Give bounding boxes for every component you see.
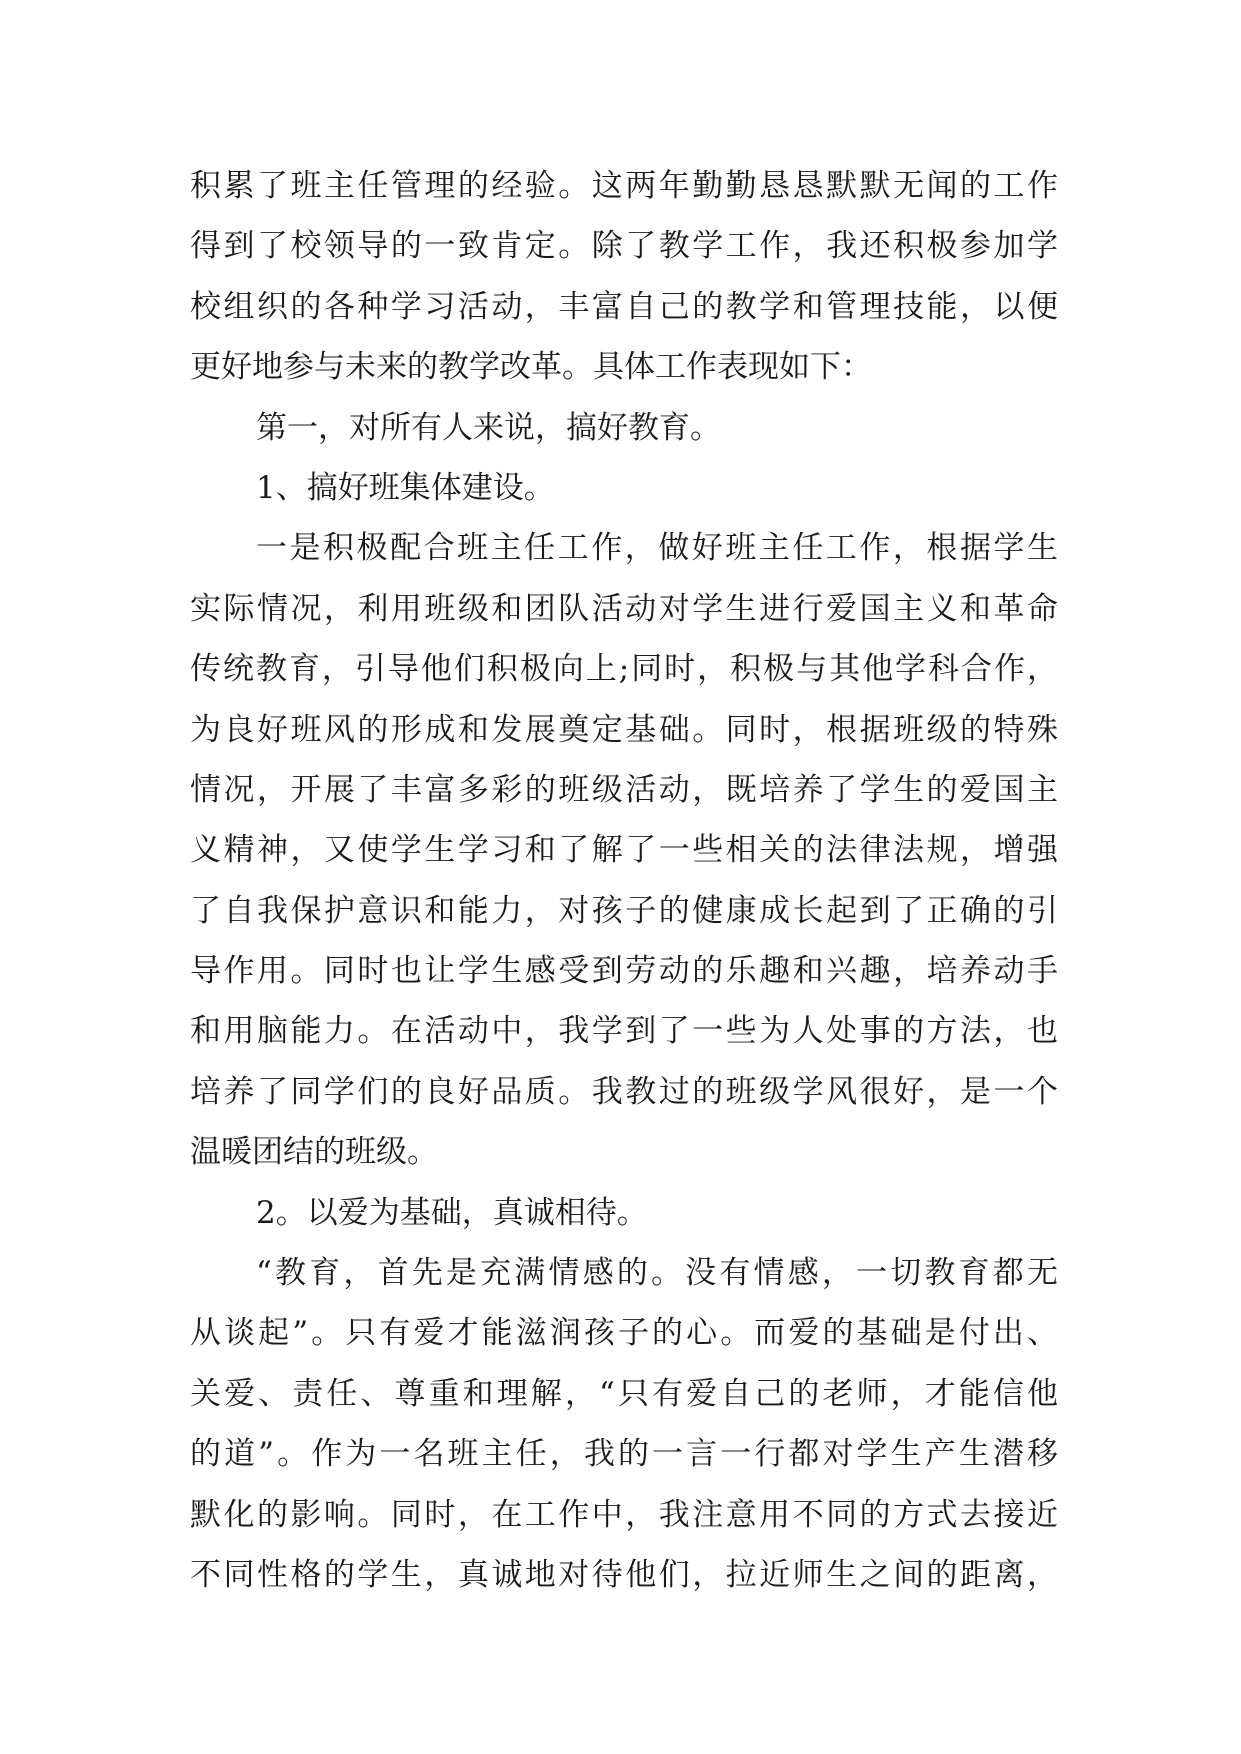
text-line: 培养了同学们的良好品质。我教过的班级学风很好，是一个: [190, 1073, 1058, 1110]
text-line: “教育，首先是充满情感的。没有情感，一切教育都无: [256, 1255, 1058, 1292]
text-line: 义精神，又使学生学习和了解了一些相关的法律法规，增强: [190, 832, 1058, 869]
text-line: 一是积极配合班主任工作，做好班主任工作，根据学生: [256, 530, 1058, 567]
text-line: 不同性格的学生，真诚地对待他们，拉近师生之间的距离，: [190, 1556, 1058, 1593]
text-line: 温暖团结的班级。: [190, 1134, 438, 1171]
text-line: 1、搞好班集体建设。: [256, 469, 555, 506]
text-line: 校组织的各种学习活动，丰富自己的教学和管理技能，以便: [190, 288, 1058, 325]
text-line: 的道”。作为一名班主任，我的一言一行都对学生产生潜移: [190, 1436, 1058, 1473]
text-line: 从谈起”。只有爱才能滋润孩子的心。而爱的基础是付出、: [190, 1315, 1058, 1352]
text-line: 实际情况，利用班级和团队活动对学生进行爱国主义和革命: [190, 590, 1058, 627]
text-line: 了自我保护意识和能力，对孩子的健康成长起到了正确的引: [190, 892, 1058, 929]
text-line: 关爱、责任、尊重和理解，“只有爱自己的老师，才能信他: [190, 1375, 1058, 1412]
text-line: 2。以爱为基础，真诚相待。: [256, 1194, 648, 1231]
text-line: 为良好班风的形成和发展奠定基础。同时，根据班级的特殊: [190, 711, 1058, 748]
text-line: 情况，开展了丰富多彩的班级活动，既培养了学生的爱国主: [190, 771, 1058, 808]
text-line: 默化的影响。同时，在工作中，我注意用不同的方式去接近: [190, 1496, 1058, 1533]
body-text: [190, 156, 1058, 1605]
text-line: 传统教育，引导他们积极向上;同时，积极与其他学科合作，: [190, 651, 1058, 688]
text-line: 更好地参与未来的教学改革。具体工作表现如下：: [190, 349, 872, 386]
text-line: 导作用。同时也让学生感受到劳动的乐趣和兴趣，培养动手: [190, 953, 1058, 990]
text-line: 第一，对所有人来说，搞好教育。: [256, 409, 721, 446]
text-line: 和用脑能力。在活动中，我学到了一些为人处事的方法，也: [190, 1013, 1058, 1050]
text-line: 积累了班主任管理的经验。这两年勤勤恳恳默默无闻的工作: [190, 168, 1058, 204]
text-line: 得到了校领导的一致肯定。除了教学工作，我还积极参加学: [190, 228, 1058, 265]
